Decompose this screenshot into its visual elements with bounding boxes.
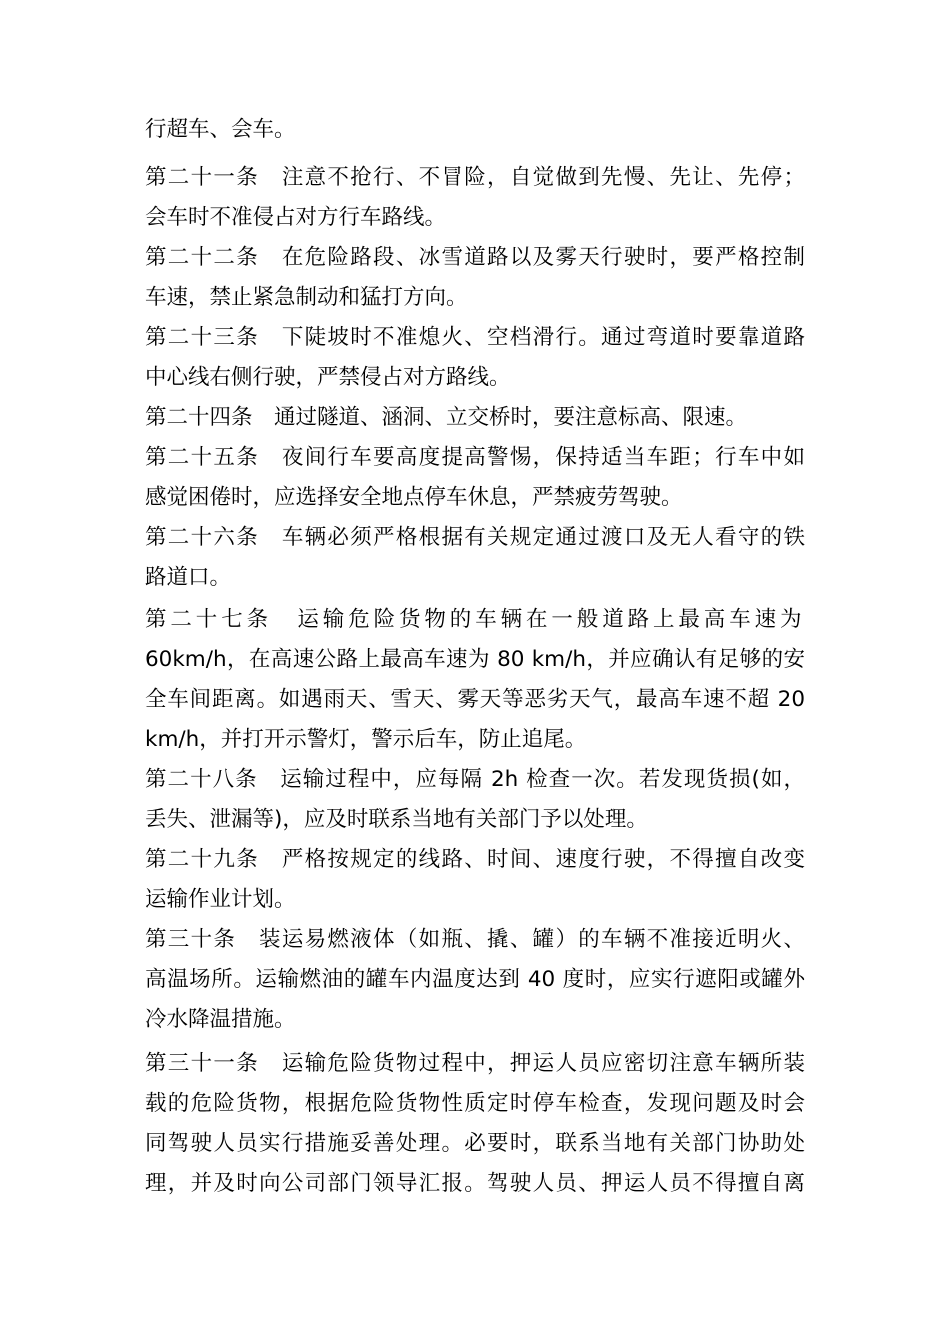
text-line: 全车间距离。如遇雨天、雪天、雾天等恶劣天气，最高车速不超 20 — [145, 687, 805, 712]
text-line: 第二十三条 下陡坡时不准熄火、空档滑行。通过弯道时要靠道路 — [145, 325, 805, 350]
text-line: 车速，禁止紧急制动和猛打方向。 — [145, 285, 468, 310]
text-line: 高温场所。运输燃油的罐车内温度达到 40 度时，应实行遮阳或罐外 — [145, 967, 805, 992]
text-line: 中心线右侧行驶，严禁侵占对方路线。 — [145, 365, 511, 390]
text-line: 第三十条 装运易燃液体（如瓶、撬、罐）的车辆不准接近明火、 — [145, 927, 805, 952]
text-line: 第二十六条 车辆必须严格根据有关规定通过渡口及无人看守的铁 — [145, 525, 805, 550]
text-line: 第三十一条 运输危险货物过程中，押运人员应密切注意车辆所装 — [145, 1051, 805, 1076]
text-line: 会车时不准侵占对方行车路线。 — [145, 205, 447, 230]
text-line: 第二十九条 严格按规定的线路、时间、速度行驶，不得擅自改变 — [145, 847, 805, 872]
text-line: 第二十七条 运输危险货物的车辆在一般道路上最高车速为 — [145, 607, 805, 632]
text-line: 同驾驶人员实行措施妥善处理。必要时，联系当地有关部门协助处 — [145, 1131, 805, 1156]
text-line: 第二十八条 运输过程中，应每隔 2h 检查一次。若发现货损(如， — [145, 767, 805, 792]
text-line: 行超车、会车。 — [145, 117, 296, 142]
text-line: 冷水降温措施。 — [145, 1007, 296, 1032]
text-line: 第二十一条 注意不抢行、不冒险，自觉做到先慢、先让、先停； — [145, 165, 805, 190]
text-line: 60km/h，在高速公路上最高车速为 80 km/h，并应确认有足够的安 — [145, 647, 805, 672]
text-line: 运输作业计划。 — [145, 887, 296, 912]
text-line: 感觉困倦时，应选择安全地点停车休息，严禁疲劳驾驶。 — [145, 485, 683, 510]
text-line: 路道口。 — [145, 565, 232, 590]
text-line: km/h，并打开示警灯，警示后车，防止追尾。 — [145, 727, 587, 752]
text-line: 载的危险货物，根据危险货物性质定时停车检查，发现问题及时会 — [145, 1091, 805, 1116]
text-line: 理，并及时向公司部门领导汇报。驾驶人员、押运人员不得擅自离 — [145, 1171, 805, 1196]
text-line: 第二十二条 在危险路段、冰雪道路以及雾天行驶时，要严格控制 — [145, 245, 805, 270]
text-line: 第二十五条 夜间行车要高度提高警惕，保持适当车距；行车中如 — [145, 445, 805, 470]
text-line: 丢失、泄漏等)，应及时联系当地有关部门予以处理。 — [145, 807, 648, 832]
text-line: 第二十四条 通过隧道、涵洞、立交桥时，要注意标高、限速。 — [145, 405, 748, 430]
